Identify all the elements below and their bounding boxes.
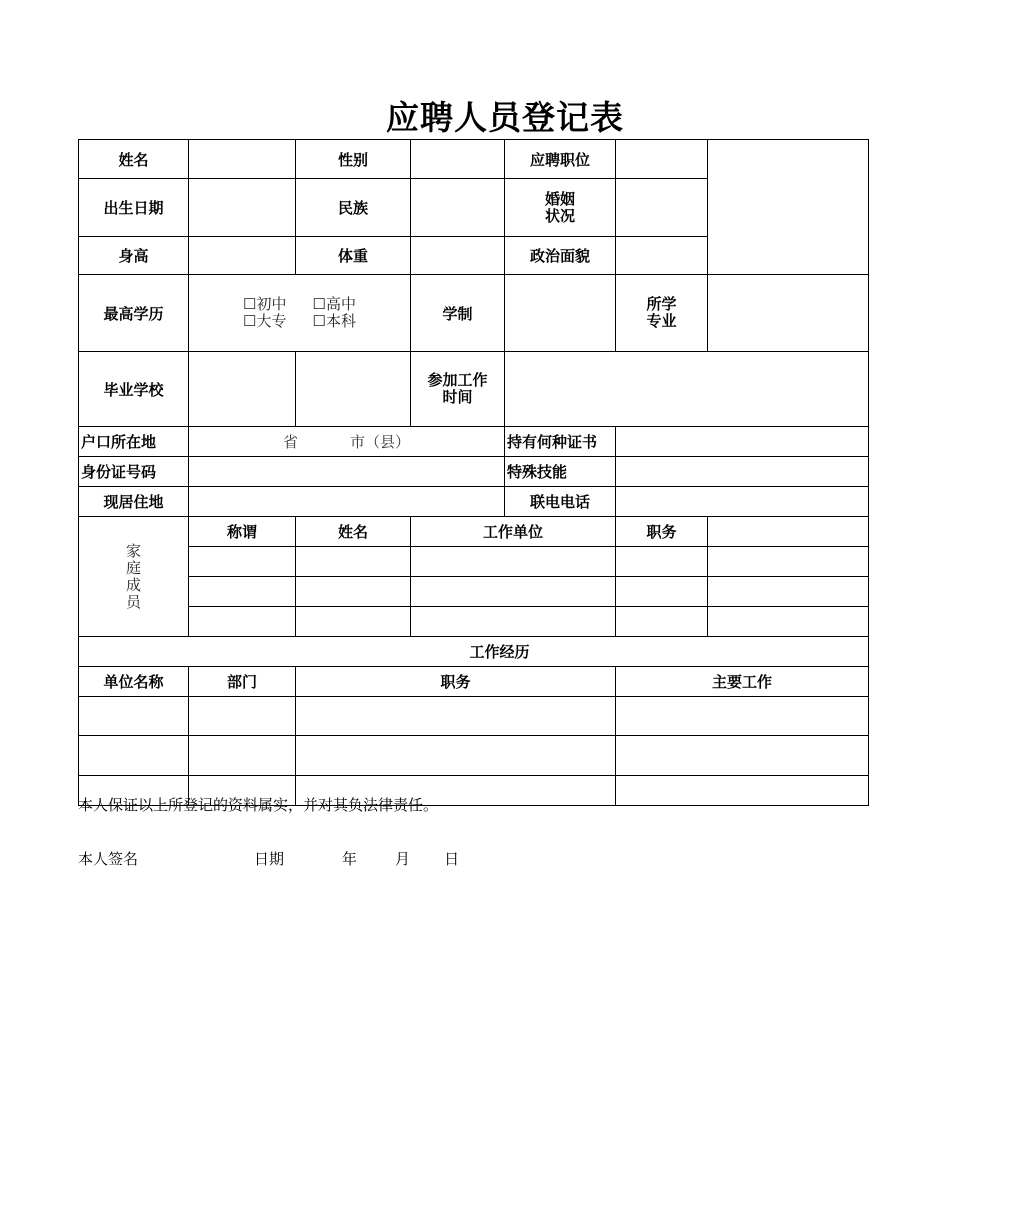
family-cell[interactable] — [189, 607, 296, 637]
year-label: 年 — [342, 850, 358, 868]
family-cell[interactable] — [189, 547, 296, 577]
registration-form — [78, 139, 869, 814]
family-cell[interactable] — [616, 577, 708, 607]
height-field[interactable] — [189, 237, 296, 275]
family-section-label — [79, 517, 189, 637]
name-field[interactable] — [189, 140, 296, 179]
hukou-label: 户口所在地 — [79, 427, 189, 457]
marital-label-line2: 状况 — [544, 206, 575, 225]
work-cell[interactable] — [616, 697, 869, 736]
family-label-char: 成 — [125, 575, 141, 594]
work-cell[interactable] — [79, 697, 189, 736]
gender-field[interactable] — [411, 140, 505, 179]
family-cell[interactable] — [296, 547, 411, 577]
checkbox-bachelor[interactable]: ☐本科 — [312, 312, 356, 330]
height-label: 身高 — [79, 237, 189, 275]
month-label: 月 — [395, 850, 411, 868]
major-label-line1: 所学 — [646, 295, 677, 313]
major-label — [616, 275, 708, 352]
checkbox-college[interactable]: ☐大专 — [243, 312, 287, 330]
family-cell[interactable] — [296, 607, 411, 637]
work-header-title: 职务 — [296, 667, 616, 697]
political-label: 政治面貌 — [505, 237, 616, 275]
declaration-text: 本人保证以上所登记的资料属实，并对其负法律责任。 — [78, 796, 439, 814]
certificates-field[interactable] — [616, 427, 869, 457]
work-history-title — [79, 637, 869, 667]
family-header-name: 姓名 — [296, 517, 411, 547]
schooling-label: 学制 — [411, 275, 505, 352]
marital-field[interactable] — [616, 179, 708, 237]
family-header-relation: 称谓 — [189, 517, 296, 547]
work-cell[interactable] — [616, 776, 869, 806]
gender-label: 性别 — [296, 140, 411, 179]
work-history-title-text: 工作经历 — [469, 643, 530, 661]
page-title: 应聘人员登记表 — [386, 98, 624, 137]
work-start-field[interactable] — [505, 352, 869, 427]
family-label-char: 家 — [125, 541, 141, 560]
checkbox-junior-high[interactable]: ☐初中 — [243, 295, 287, 313]
work-cell[interactable] — [189, 697, 296, 736]
table-row — [79, 607, 869, 637]
date-label: 日期 — [254, 850, 285, 868]
phone-field[interactable] — [616, 487, 869, 517]
position-field[interactable] — [616, 140, 708, 179]
table-row — [79, 736, 869, 776]
ethnicity-field[interactable] — [411, 179, 505, 237]
family-cell[interactable] — [616, 547, 708, 577]
work-cell[interactable] — [296, 736, 616, 776]
birth-date-label: 出生日期 — [79, 179, 189, 237]
family-label-char: 庭 — [125, 558, 141, 577]
table-row — [79, 697, 869, 736]
hukou-city: 市（县） — [350, 433, 411, 451]
name-label: 姓名 — [79, 140, 189, 179]
weight-label: 体重 — [296, 237, 411, 275]
family-cell[interactable] — [708, 577, 869, 607]
family-header-title: 职务 — [616, 517, 708, 547]
skills-label: 特殊技能 — [505, 457, 616, 487]
major-label-line2: 专业 — [646, 312, 677, 330]
family-cell[interactable] — [296, 577, 411, 607]
school-label: 毕业学校 — [79, 352, 189, 427]
hukou-field[interactable] — [189, 427, 505, 457]
marital-label-line1: 婚姻 — [544, 189, 575, 208]
signature-line — [78, 848, 460, 868]
school-field[interactable] — [189, 352, 296, 427]
signature-label: 本人签名 — [78, 850, 139, 868]
hukou-province: 省 — [282, 433, 298, 451]
ethnicity-label: 民族 — [296, 179, 411, 237]
work-start-label — [411, 352, 505, 427]
certificates-label: 持有何种证书 — [505, 427, 616, 457]
id-number-field[interactable] — [189, 457, 505, 487]
work-header-department: 部门 — [189, 667, 296, 697]
photo-box[interactable] — [708, 140, 869, 275]
political-field[interactable] — [616, 237, 708, 275]
family-header-employer: 工作单位 — [411, 517, 616, 547]
work-start-label-line1: 参加工作 — [427, 371, 488, 389]
work-header-duties: 主要工作 — [616, 667, 869, 697]
birth-date-field[interactable] — [189, 179, 296, 237]
family-cell[interactable] — [411, 577, 616, 607]
table-row — [79, 547, 869, 577]
family-cell[interactable] — [616, 607, 708, 637]
family-cell[interactable] — [411, 547, 616, 577]
id-number-label: 身份证号码 — [79, 457, 189, 487]
work-cell[interactable] — [189, 736, 296, 776]
weight-field[interactable] — [411, 237, 505, 275]
day-label: 日 — [444, 850, 460, 868]
position-label: 应聘职位 — [505, 140, 616, 179]
education-label: 最高学历 — [79, 275, 189, 352]
family-cell[interactable] — [708, 607, 869, 637]
work-start-label-line2: 时间 — [442, 388, 473, 406]
residence-label: 现居住地 — [79, 487, 189, 517]
work-header-company: 单位名称 — [79, 667, 189, 697]
family-cell[interactable] — [411, 607, 616, 637]
work-cell[interactable] — [79, 736, 189, 776]
education-options[interactable] — [189, 275, 411, 352]
skills-field[interactable] — [616, 457, 869, 487]
family-cell[interactable] — [189, 577, 296, 607]
family-label-char: 员 — [125, 592, 141, 611]
marital-label — [505, 179, 616, 237]
major-field[interactable] — [708, 275, 869, 352]
phone-label: 联电电话 — [505, 487, 616, 517]
schooling-field[interactable] — [505, 275, 616, 352]
residence-field[interactable] — [189, 487, 505, 517]
work-cell[interactable] — [296, 697, 616, 736]
school-field-extra[interactable] — [296, 352, 411, 427]
checkbox-senior-high[interactable]: ☐高中 — [312, 295, 356, 313]
family-header-extra — [708, 517, 869, 547]
family-cell[interactable] — [708, 547, 869, 577]
work-cell[interactable] — [616, 736, 869, 776]
table-row — [79, 577, 869, 607]
